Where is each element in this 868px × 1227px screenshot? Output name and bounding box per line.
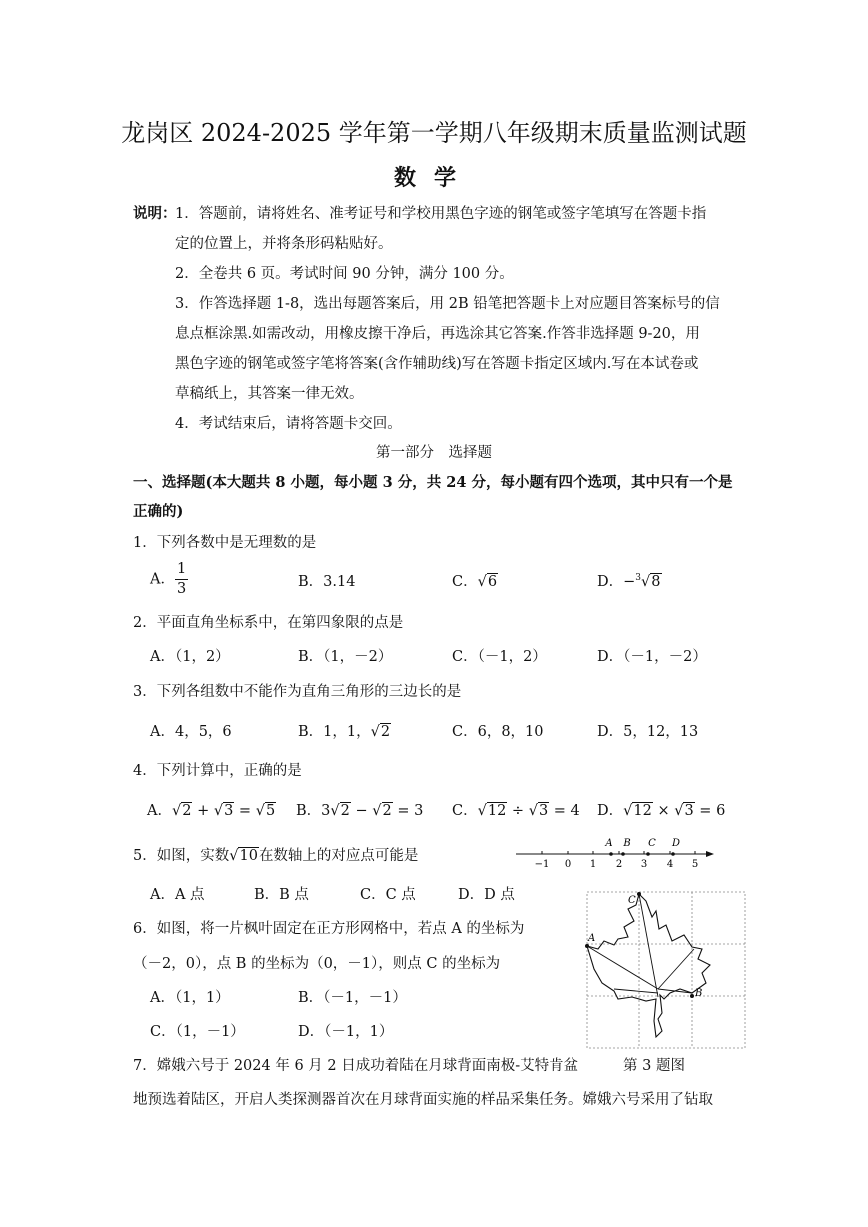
figure-caption: 第 3 题图 (623, 1058, 685, 1074)
question-stem: 6．如图，将一片枫叶固定在正方形网格中，若点 A 的坐标为 (133, 921, 525, 937)
tick-label: 5 (691, 859, 699, 870)
question-stem: 4．下列计算中，正确的是 (133, 763, 302, 779)
question-stem: 3．下列各组数中不能作为直角三角形的三边长的是 (133, 684, 462, 700)
option-a: A．（1，2） (150, 649, 230, 665)
option-b: B．1，1，√2 (298, 724, 391, 740)
point-label-c: C (628, 895, 636, 906)
point-label: C (648, 838, 656, 849)
question-stem: 5．如图，实数√10在数轴上的对应点可能是 (133, 848, 419, 864)
option-a: A．A 点 (150, 887, 205, 903)
section-heading: 一、选择题(本大题共 8 小题，每小题 3 分，共 24 分，每小题有四个选项，其中只有一个是 (133, 474, 733, 491)
option-b: B．（1，－2） (298, 649, 393, 665)
instruction-line: 3．作答选择题 1-8，选出每题答案后，用 2B 铅笔把答题卡上对应题目答案标号的信 (175, 296, 720, 312)
tick-label: 1 (589, 859, 597, 870)
instruction-line: 1．答题前，请将姓名、准考证号和学校用黑色字迹的钢笔或签字笔填写在答题卡指 (175, 206, 707, 222)
option-a: A． $\frac{1}{3}$ (150, 561, 187, 597)
option-d: D．（－1，－2） (597, 649, 707, 665)
instruction-line: 4．考试结束后，请将答题卡交回。 (175, 416, 402, 432)
tick-label: 2 (615, 859, 623, 870)
option-d: D．（－1，1） (298, 1024, 394, 1040)
instructions-label: 说明： (133, 205, 177, 222)
option-d: D．5，12，13 (597, 724, 699, 740)
question-stem: （－2，0），点 B 的坐标为（0，－1），则点 C 的坐标为 (133, 956, 501, 972)
tick-label: 3 (640, 859, 648, 870)
option-c: C．√6 (452, 574, 498, 590)
option-d: D．−$^3$√8 (597, 573, 661, 590)
option-c: C．6，8，10 (452, 724, 544, 740)
tick-label: 0 (564, 859, 572, 870)
question-stem: 1．下列各数中是无理数的是 (133, 535, 317, 551)
instruction-line: 黑色字迹的钢笔或签字笔将答案(含作辅助线)写在答题卡指定区域内.写在本试卷或 (175, 356, 699, 372)
option-b: B．3√2 − √2 = 3 (296, 803, 424, 819)
question-stem: 7．嫦娥六号于 2024 年 6 月 2 日成功着陆在月球背面南极-艾特肯盆 (133, 1058, 579, 1074)
maple-leaf-figure (584, 889, 748, 1051)
instruction-line: 2．全卷共 6 页。考试时间 90 分钟，满分 100 分。 (175, 266, 514, 282)
instruction-line: 息点框涂黑.如需改动，用橡皮擦干净后，再选涂其它答案.作答非选择题 9-20，用 (175, 326, 700, 342)
option-b: B．B 点 (254, 887, 309, 903)
option-a: A．√2 + √3 = √5 (147, 803, 276, 819)
point-label: B (623, 838, 631, 849)
option-b: B．（－1，－1） (298, 990, 407, 1006)
exam-title: 龙岗区 2024-2025 学年第一学期八年级期末质量监测试题 (121, 119, 747, 147)
option-a: A．4，5，6 (150, 724, 232, 740)
option-b: B．3.14 (298, 574, 356, 590)
option-c: C．（1，－1） (150, 1024, 245, 1040)
option-a: A．（1，1） (150, 990, 230, 1006)
question-stem: 地预选着陆区，开启人类探测器首次在月球背面实施的样品采集任务。嫦娥六号采用了钻取 (133, 1092, 713, 1108)
tick-label: −1 (534, 859, 550, 870)
point-label: D (671, 838, 681, 849)
option-c: C．C 点 (360, 887, 416, 903)
section-heading: 正确的) (133, 503, 184, 520)
question-stem: 2．平面直角坐标系中，在第四象限的点是 (133, 615, 404, 631)
point-label: A (605, 838, 613, 849)
option-c: C．（－1，2） (452, 649, 547, 665)
section-title: 第一部分 选择题 (376, 445, 492, 461)
number-line-figure (512, 834, 717, 872)
instruction-line: 草稿纸上，其答案一律无效。 (175, 386, 364, 402)
instruction-line: 定的位置上，并将条形码粘贴好。 (175, 236, 393, 252)
option-c: C．√12 ÷ √3 = 4 (452, 803, 580, 819)
subject-title: 数学 (393, 165, 474, 191)
option-d: D．√12 × √3 = 6 (597, 803, 726, 819)
option-d: D．D 点 (458, 887, 515, 903)
tick-label: 4 (666, 859, 674, 870)
point-label-a: A (588, 933, 596, 944)
point-label-b: B (695, 988, 703, 999)
